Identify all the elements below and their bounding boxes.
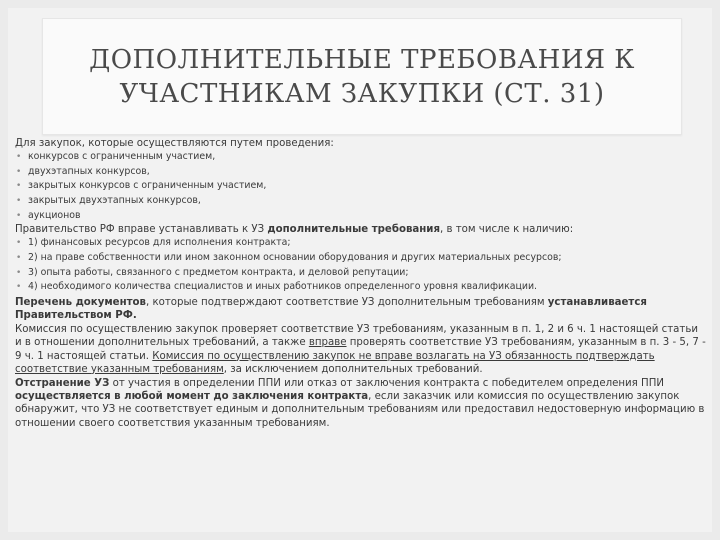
title-line-1: ДОПОЛНИТЕЛЬНЫЕ ТРЕБОВАНИЯ К: [89, 45, 635, 75]
title-line-2: УЧАСТНИКАМ ЗАКУПКИ (СТ. 31): [119, 79, 605, 109]
list-item: • 2) на праве собственности или ином законном основании оборудования и других материальных ресурсов;: [15, 251, 707, 266]
bullet-icon: •: [16, 195, 22, 206]
bullet-icon: •: [16, 252, 22, 263]
slide-content: [15, 137, 707, 430]
list-item: • двухэтапных конкурсов,: [15, 165, 707, 180]
commission-paragraph: Комиссия по осуществлению закупок проверяет соответствие УЗ требованиям, указанным в п. 1, 2 и 6 ч. 1 настоящей статьи и в отношении дополнительных требований, а также вправе проверять соответствие УЗ требованиям, указанным в п. 3 - 5, 7 - 9 ч. 1 настоящей статьи. Комиссия по осуществлению закупок не вправе возлагать на УЗ обязанность подтверждать соответствие указанным требованиям, за исключением дополнительных требований.: [15, 324, 706, 375]
title-box: [42, 18, 682, 135]
documents-paragraph: Перечень документов, которые подтверждают соответствие УЗ дополнительным требованиям устанавливается Правительством РФ.: [15, 296, 647, 321]
bullet-icon: •: [16, 238, 22, 249]
requirements-list: [15, 236, 707, 294]
list-item: • закрытых конкурсов с ограниченным участием,: [15, 179, 707, 194]
bullet-icon: •: [16, 282, 22, 293]
slide-title: [43, 43, 681, 111]
list-item: • конкурсов с ограниченным участием,: [15, 150, 707, 165]
procurement-types-list: [15, 150, 707, 223]
list-item: • 1) финансовых ресурсов для исполнения контракта;: [15, 236, 707, 251]
bullet-icon: •: [16, 166, 22, 177]
removal-paragraph: Отстранение УЗ от участия в определении ППИ или отказ от заключения контракта с победителем определения ППИ осуществляется в любой момент до заключения контракта, если заказчик или комиссия по осуществлению закупок обнаружит, что УЗ не соответствует единым и дополнительным требованиям или предоставил недостоверную информацию в отношении своего соответствия указанным требованиям.: [15, 377, 705, 429]
bullet-icon: •: [16, 267, 22, 278]
bullet-icon: •: [16, 181, 22, 192]
bullet-icon: •: [16, 152, 22, 163]
bullet-icon: •: [16, 210, 22, 221]
intro-text: Для закупок, которые осуществляются путем проведения:: [15, 138, 334, 149]
list-item: • 3) опыта работы, связанного с предметом контракта, и деловой репутации;: [15, 266, 707, 281]
list-item: • закрытых двухэтапных конкурсов,: [15, 194, 707, 209]
list-item: • аукционов: [15, 209, 707, 224]
additional-requirements-emphasis: дополнительные требования: [267, 224, 440, 236]
list-item: • 4) необходимого количества специалистов и иных работников определенного уровня квалификации.: [15, 280, 707, 295]
slide: [8, 8, 712, 532]
government-paragraph: Правительство РФ вправе устанавливать к УЗ дополнительные требования, в том числе к наличию:: [15, 224, 574, 236]
